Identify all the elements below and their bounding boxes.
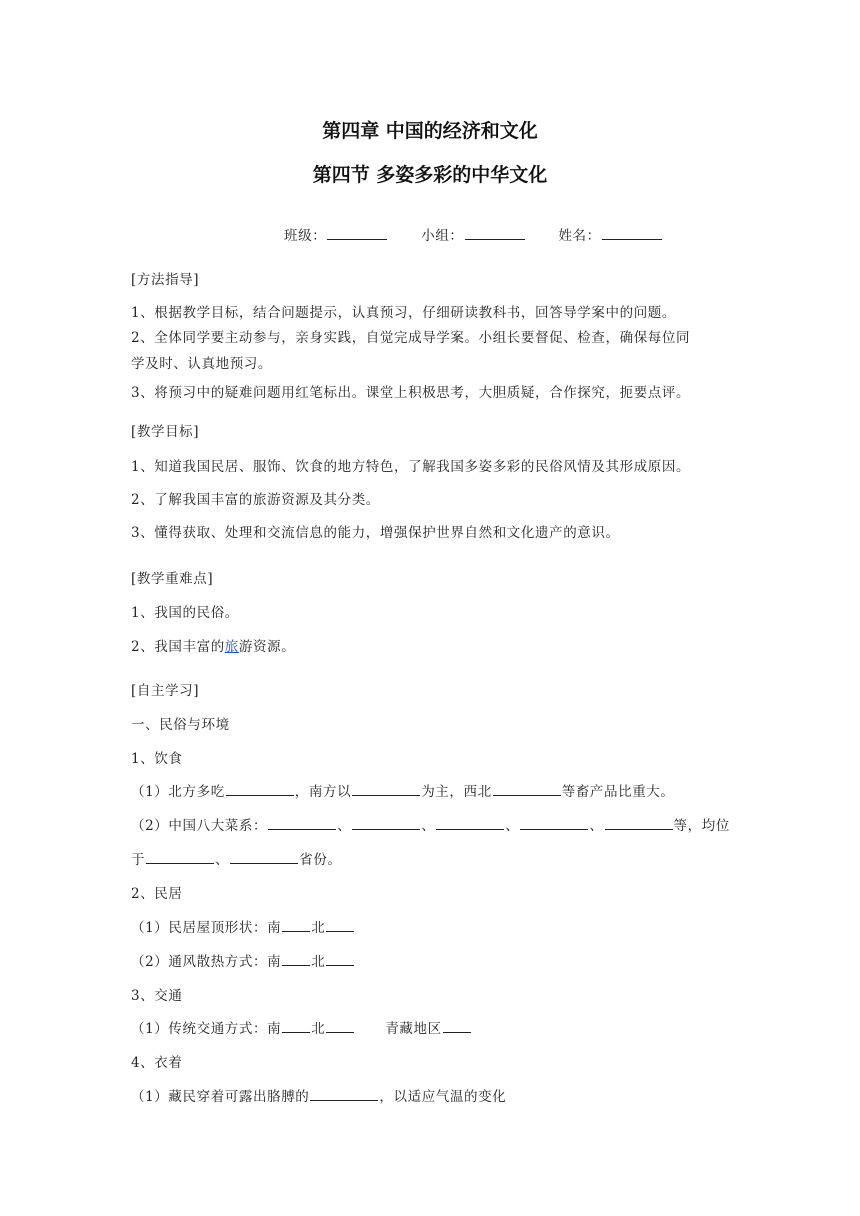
separator: 、 [215,852,230,868]
question-text: （1）北方多吃 [131,784,225,800]
method-item: 2、全体同学要主动参与，亲身实践，自觉完成导学案。小组长要督促、检查，确保每位同 [131,330,691,346]
keypoint-item: 1、我国的民俗。 [131,605,239,621]
question-text: （2）通风散热方式：南 [131,954,282,970]
question-text: ，以适应气温的变化 [379,1089,507,1105]
group-field [421,224,525,244]
keypoint-text: 2、我国丰富的 [131,639,225,655]
question-text: ，南方以 [294,784,352,800]
class-label: 班级： [284,228,327,244]
student-info-row [284,224,691,244]
question-text: （2）中国八大菜系： [131,818,268,834]
chapter-title: 第四章 中国的经济和文化 [322,120,538,142]
goal-item: 1、知道我国民居、服饰、饮食的地方特色，了解我国多姿多彩的民俗风情及其形成原因。 [131,459,691,475]
answer-blank[interactable] [282,1018,310,1033]
answer-blank[interactable] [443,1018,471,1033]
food-question-2-cont [131,848,342,868]
subheading-clothing: 4、衣着 [131,1055,183,1071]
subheading-transport: 3、交通 [131,988,183,1004]
method-heading: [方法指导] [131,272,200,288]
house-question-1 [131,916,355,936]
answer-blank[interactable] [493,781,561,796]
keypoints-heading: [教学重难点] [131,571,214,587]
method-item: 1、根据教学目标，结合问题提示，认真预习，仔细研读教科书，回答导学案中的问题。 [131,305,676,321]
house-question-2 [131,950,355,970]
answer-blank[interactable] [520,815,588,830]
separator: 、 [337,818,352,834]
answer-blank[interactable] [146,849,214,864]
goal-item: 2、了解我国丰富的旅游资源及其分类。 [131,492,380,508]
transport-question-1 [131,1017,472,1037]
question-text: 为主，西北 [421,784,492,800]
question-text: 等畜产品比重大。 [561,784,675,800]
question-text: （1）传统交通方式：南 [131,1021,282,1037]
question-text: 北 [311,954,326,970]
question-text: 北 [311,1021,326,1037]
question-text: （1）藏民穿着可露出胳膊的 [131,1089,310,1105]
answer-blank[interactable] [226,781,294,796]
question-text: 青藏地区 [385,1021,442,1037]
tourism-link[interactable]: 旅 [224,639,239,655]
group-blank[interactable] [465,225,525,240]
question-text: 等，均位 [673,818,730,834]
separator: 、 [505,818,520,834]
name-label: 姓名： [558,228,601,244]
method-item: 学及时、认真地预习。 [131,356,272,372]
question-text: 于 [131,852,146,868]
answer-blank[interactable] [326,917,354,932]
subheading-house: 2、民居 [131,886,183,902]
separator: 、 [421,818,436,834]
section-title: 第四节 多姿多彩的中华文化 [312,164,548,186]
keypoint-text: 游资源。 [238,639,296,655]
answer-blank[interactable] [352,815,420,830]
answer-blank[interactable] [352,781,420,796]
name-blank[interactable] [602,225,662,240]
separator: 、 [589,818,604,834]
question-text: 省份。 [299,852,342,868]
answer-blank[interactable] [326,1018,354,1033]
answer-blank[interactable] [282,917,310,932]
class-blank[interactable] [327,225,387,240]
goal-item: 3、懂得获取、处理和交流信息的能力，增强保护世界自然和文化遗产的意识。 [131,525,620,541]
food-question-1 [131,780,675,800]
goals-heading: [教学目标] [131,424,200,440]
answer-blank[interactable] [326,951,354,966]
method-item: 3、将预习中的疑难问题用红笔标出。课堂上积极思考，大胆质疑，合作探究，扼要点评。 [131,385,691,401]
subheading-food: 1、饮食 [131,751,183,767]
name-field [558,224,662,244]
answer-blank[interactable] [436,815,504,830]
answer-blank[interactable] [230,849,298,864]
question-text: 北 [311,920,326,936]
keypoint-item [131,635,295,655]
part-heading: 一、民俗与环境 [131,717,230,733]
question-text: （1）民居屋顶形状：南 [131,920,282,936]
answer-blank[interactable] [282,951,310,966]
answer-blank[interactable] [605,815,673,830]
answer-blank[interactable] [310,1086,378,1101]
class-field [284,224,388,244]
group-label: 小组： [421,228,464,244]
answer-blank[interactable] [268,815,336,830]
clothing-question-1 [131,1085,506,1105]
selfstudy-heading: [自主学习] [131,683,200,699]
food-question-2 [131,814,730,834]
